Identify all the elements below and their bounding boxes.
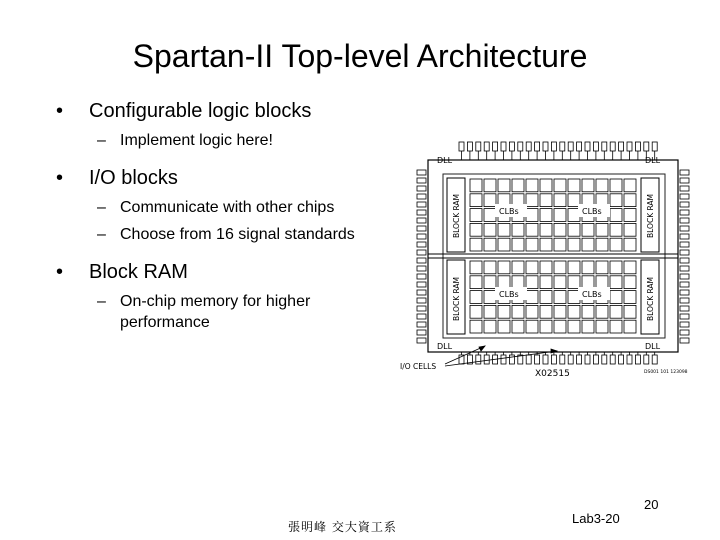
io-pad xyxy=(577,355,582,364)
io-pad xyxy=(680,250,689,255)
clb-cell xyxy=(624,238,636,251)
io-pad xyxy=(680,322,689,327)
io-pad xyxy=(417,314,426,319)
io-pad xyxy=(680,290,689,295)
figure-id: X02515 xyxy=(535,369,570,379)
clb-cell xyxy=(540,194,552,207)
clb-cell xyxy=(484,209,496,222)
clb-cell xyxy=(540,223,552,236)
io-pad xyxy=(680,282,689,287)
io-pad xyxy=(680,258,689,263)
io-pad xyxy=(680,338,689,343)
clb-cell xyxy=(568,238,580,251)
clb-grid xyxy=(470,179,636,333)
io-pad xyxy=(417,178,426,183)
sub-dash: – xyxy=(97,132,106,149)
clb-cell xyxy=(540,209,552,222)
clb-cell xyxy=(582,223,594,236)
clb-cell xyxy=(610,261,622,274)
clb-cell xyxy=(498,223,510,236)
clb-cell xyxy=(498,305,510,318)
clb-cell xyxy=(484,276,496,289)
clb-cell xyxy=(484,179,496,192)
clb-cell xyxy=(470,209,482,222)
clb-cell xyxy=(554,238,566,251)
clb-cell xyxy=(554,261,566,274)
io-pad xyxy=(535,142,540,151)
clb-cell xyxy=(568,305,580,318)
architecture-diagram xyxy=(395,140,695,385)
io-pad xyxy=(417,298,426,303)
clb-cell xyxy=(582,320,594,333)
clb-cell xyxy=(526,209,538,222)
clb-cell xyxy=(596,320,608,333)
clb-cell xyxy=(498,238,510,251)
clb-cell xyxy=(484,320,496,333)
clb-cell xyxy=(596,223,608,236)
figure-code: DS001 101 123098 xyxy=(644,370,688,375)
io-pad xyxy=(417,306,426,311)
clb-cell xyxy=(512,305,524,318)
io-pad xyxy=(652,142,657,151)
clb-cell xyxy=(624,291,636,304)
bullet-io xyxy=(56,165,356,191)
clb-cell xyxy=(554,179,566,192)
io-pad xyxy=(551,142,556,151)
io-pad xyxy=(417,282,426,287)
clb-cell xyxy=(624,261,636,274)
clb-cell xyxy=(568,320,580,333)
clb-cell xyxy=(512,179,524,192)
clb-cell xyxy=(484,305,496,318)
sub-dash: – xyxy=(97,226,106,243)
bullet-text: Configurable logic blocks xyxy=(89,100,312,122)
clb-cell xyxy=(498,320,510,333)
clb-cell xyxy=(610,223,622,236)
io-pad xyxy=(680,186,689,191)
io-pad xyxy=(417,218,426,223)
io-pad xyxy=(610,142,615,151)
clb-cell xyxy=(568,276,580,289)
clb-cell xyxy=(568,179,580,192)
io-pad xyxy=(560,142,565,151)
clb-cell xyxy=(610,320,622,333)
clb-cell xyxy=(554,291,566,304)
clb-cell xyxy=(526,276,538,289)
io-pad xyxy=(568,142,573,151)
clb-cell xyxy=(624,320,636,333)
clb-cell xyxy=(610,209,622,222)
block-ram-label: BLOCK RAM xyxy=(646,276,655,321)
dll-label: DLL xyxy=(645,342,661,351)
clb-cell xyxy=(624,305,636,318)
clb-cell xyxy=(582,305,594,318)
clb-cell xyxy=(596,276,608,289)
io-pad xyxy=(680,242,689,247)
clb-cell xyxy=(484,238,496,251)
clb-cell xyxy=(512,276,524,289)
io-pad xyxy=(680,170,689,175)
page-number: 20 xyxy=(644,497,659,512)
io-pad xyxy=(509,355,514,364)
clbs-label: CLBs xyxy=(582,207,602,216)
sub-bullet xyxy=(56,130,356,151)
io-pad xyxy=(459,142,464,151)
clb-cell xyxy=(470,276,482,289)
io-pad xyxy=(652,355,657,364)
clbs-label: CLBs xyxy=(499,290,519,299)
clb-cell xyxy=(582,179,594,192)
clb-cell xyxy=(624,209,636,222)
io-pad xyxy=(417,338,426,343)
clb-cell xyxy=(512,261,524,274)
clb-cell xyxy=(526,305,538,318)
clb-cell xyxy=(470,305,482,318)
clb-cell xyxy=(540,238,552,251)
clb-cell xyxy=(540,305,552,318)
io-pad xyxy=(417,210,426,215)
bullet-list xyxy=(56,98,356,333)
io-pad xyxy=(417,322,426,327)
io-pad xyxy=(627,355,632,364)
io-pad xyxy=(551,355,556,364)
clb-cell xyxy=(554,223,566,236)
clb-cell xyxy=(554,305,566,318)
io-pad xyxy=(493,142,498,151)
io-pad xyxy=(593,142,598,151)
bullet-bram xyxy=(56,259,356,285)
io-pad xyxy=(680,194,689,199)
clb-cell xyxy=(540,320,552,333)
clb-cell xyxy=(526,291,538,304)
clb-cell xyxy=(610,194,622,207)
bullet-dot: • xyxy=(56,167,64,189)
clb-cell xyxy=(610,291,622,304)
block-ram-label: BLOCK RAM xyxy=(452,193,461,238)
sub-bullet-text: On-chip memory for higher performance xyxy=(120,293,311,331)
bullet-text: Block RAM xyxy=(89,261,188,283)
io-pad xyxy=(501,355,506,364)
footer-lab: Lab3-20 xyxy=(572,511,620,526)
clb-cell xyxy=(470,261,482,274)
clb-cell xyxy=(512,223,524,236)
clb-cell xyxy=(610,179,622,192)
clb-cell xyxy=(610,276,622,289)
io-pad xyxy=(585,142,590,151)
sub-bullet xyxy=(56,197,356,218)
clb-cell xyxy=(512,320,524,333)
io-pad xyxy=(467,142,472,151)
clb-cell xyxy=(554,194,566,207)
sub-bullet xyxy=(56,291,356,333)
clb-cell xyxy=(498,179,510,192)
clb-cell xyxy=(526,320,538,333)
bullet-clb xyxy=(56,98,356,124)
io-pad xyxy=(680,218,689,223)
clb-cell xyxy=(596,179,608,192)
clb-cell xyxy=(624,179,636,192)
io-pad xyxy=(610,355,615,364)
io-pad xyxy=(680,330,689,335)
io-pad xyxy=(619,355,624,364)
io-pad xyxy=(568,355,573,364)
io-pad xyxy=(644,142,649,151)
dll-label: DLL xyxy=(437,342,453,351)
clb-cell xyxy=(554,320,566,333)
io-pad xyxy=(627,142,632,151)
io-pad xyxy=(680,210,689,215)
io-pad xyxy=(543,355,548,364)
clb-cell xyxy=(526,238,538,251)
io-pad xyxy=(476,142,481,151)
clb-cell xyxy=(484,194,496,207)
bullet-dot: • xyxy=(56,261,64,283)
io-pad xyxy=(417,258,426,263)
io-pad xyxy=(417,330,426,335)
clb-cell xyxy=(582,238,594,251)
io-pad xyxy=(680,202,689,207)
clb-cell xyxy=(526,261,538,274)
io-pad xyxy=(417,274,426,279)
clbs-label: CLBs xyxy=(499,207,519,216)
clb-cell xyxy=(568,261,580,274)
io-pad xyxy=(417,266,426,271)
io-pad xyxy=(680,178,689,183)
sub-dash: – xyxy=(97,293,106,310)
sub-bullet-text: Communicate with other chips xyxy=(120,199,335,216)
clb-cell xyxy=(540,276,552,289)
clb-cell xyxy=(470,179,482,192)
clb-cell xyxy=(470,238,482,251)
clb-cell xyxy=(540,179,552,192)
io-pad xyxy=(680,226,689,231)
io-pad xyxy=(543,142,548,151)
io-pad xyxy=(680,274,689,279)
io-pad xyxy=(417,242,426,247)
io-pad xyxy=(526,142,531,151)
io-cells-label: I/O CELLS xyxy=(400,362,437,371)
clb-cell xyxy=(470,291,482,304)
clb-cell xyxy=(582,276,594,289)
clb-cell xyxy=(624,276,636,289)
clb-cell xyxy=(484,291,496,304)
io-pad xyxy=(680,266,689,271)
io-pad xyxy=(417,202,426,207)
clb-cell xyxy=(470,194,482,207)
io-pad xyxy=(518,142,523,151)
bullet-dot: • xyxy=(56,100,64,122)
io-pad xyxy=(417,170,426,175)
clb-cell xyxy=(554,276,566,289)
io-pad xyxy=(417,226,426,231)
io-pad xyxy=(484,142,489,151)
clb-cell xyxy=(498,276,510,289)
clb-cell xyxy=(582,261,594,274)
clb-cell xyxy=(624,223,636,236)
clb-cell xyxy=(624,194,636,207)
io-pad xyxy=(417,234,426,239)
clb-cell xyxy=(526,194,538,207)
io-pad xyxy=(602,142,607,151)
io-pad xyxy=(501,142,506,151)
clb-cell xyxy=(512,238,524,251)
io-pad xyxy=(417,290,426,295)
io-pad xyxy=(602,355,607,364)
dll-label: DLL xyxy=(437,156,453,165)
sub-bullet-text: Choose from 16 signal standards xyxy=(120,226,355,243)
io-pad xyxy=(417,250,426,255)
io-pad xyxy=(593,355,598,364)
io-pad xyxy=(560,355,565,364)
footer-author: 張明峰 交大資工系 xyxy=(288,520,397,534)
clb-cell xyxy=(484,261,496,274)
clb-cell xyxy=(596,305,608,318)
clbs-label: CLBs xyxy=(582,290,602,299)
clb-cell xyxy=(596,261,608,274)
clb-cell xyxy=(526,223,538,236)
io-pad xyxy=(484,355,489,364)
io-pad xyxy=(509,142,514,151)
clb-cell xyxy=(526,179,538,192)
clb-cell xyxy=(554,209,566,222)
clb-cell xyxy=(596,238,608,251)
sub-bullet xyxy=(56,224,356,245)
io-pad xyxy=(417,186,426,191)
clb-cell xyxy=(610,305,622,318)
io-pad xyxy=(680,306,689,311)
slide-title: Spartan-II Top-level Architecture xyxy=(132,38,588,74)
sub-bullet-text: Implement logic here! xyxy=(120,132,273,149)
io-pad xyxy=(577,142,582,151)
io-pad-ring xyxy=(417,142,689,364)
dll-label: DLL xyxy=(645,156,661,165)
io-pad xyxy=(619,142,624,151)
io-pad xyxy=(680,298,689,303)
clb-cell xyxy=(470,320,482,333)
clb-cell xyxy=(540,261,552,274)
io-pad xyxy=(680,314,689,319)
clb-cell xyxy=(484,223,496,236)
io-pad xyxy=(526,355,531,364)
bullet-text: I/O blocks xyxy=(89,167,178,189)
io-pad xyxy=(680,234,689,239)
clb-cell xyxy=(540,291,552,304)
io-pad xyxy=(476,355,481,364)
block-ram-label: BLOCK RAM xyxy=(452,276,461,321)
clb-cell xyxy=(568,223,580,236)
sub-dash: – xyxy=(97,199,106,216)
io-pad xyxy=(635,142,640,151)
block-ram-label: BLOCK RAM xyxy=(646,193,655,238)
io-pad xyxy=(535,355,540,364)
io-pad xyxy=(417,194,426,199)
clb-cell xyxy=(470,223,482,236)
io-pad xyxy=(644,355,649,364)
clb-cell xyxy=(498,261,510,274)
io-pad xyxy=(585,355,590,364)
io-pad xyxy=(635,355,640,364)
clb-cell xyxy=(610,238,622,251)
